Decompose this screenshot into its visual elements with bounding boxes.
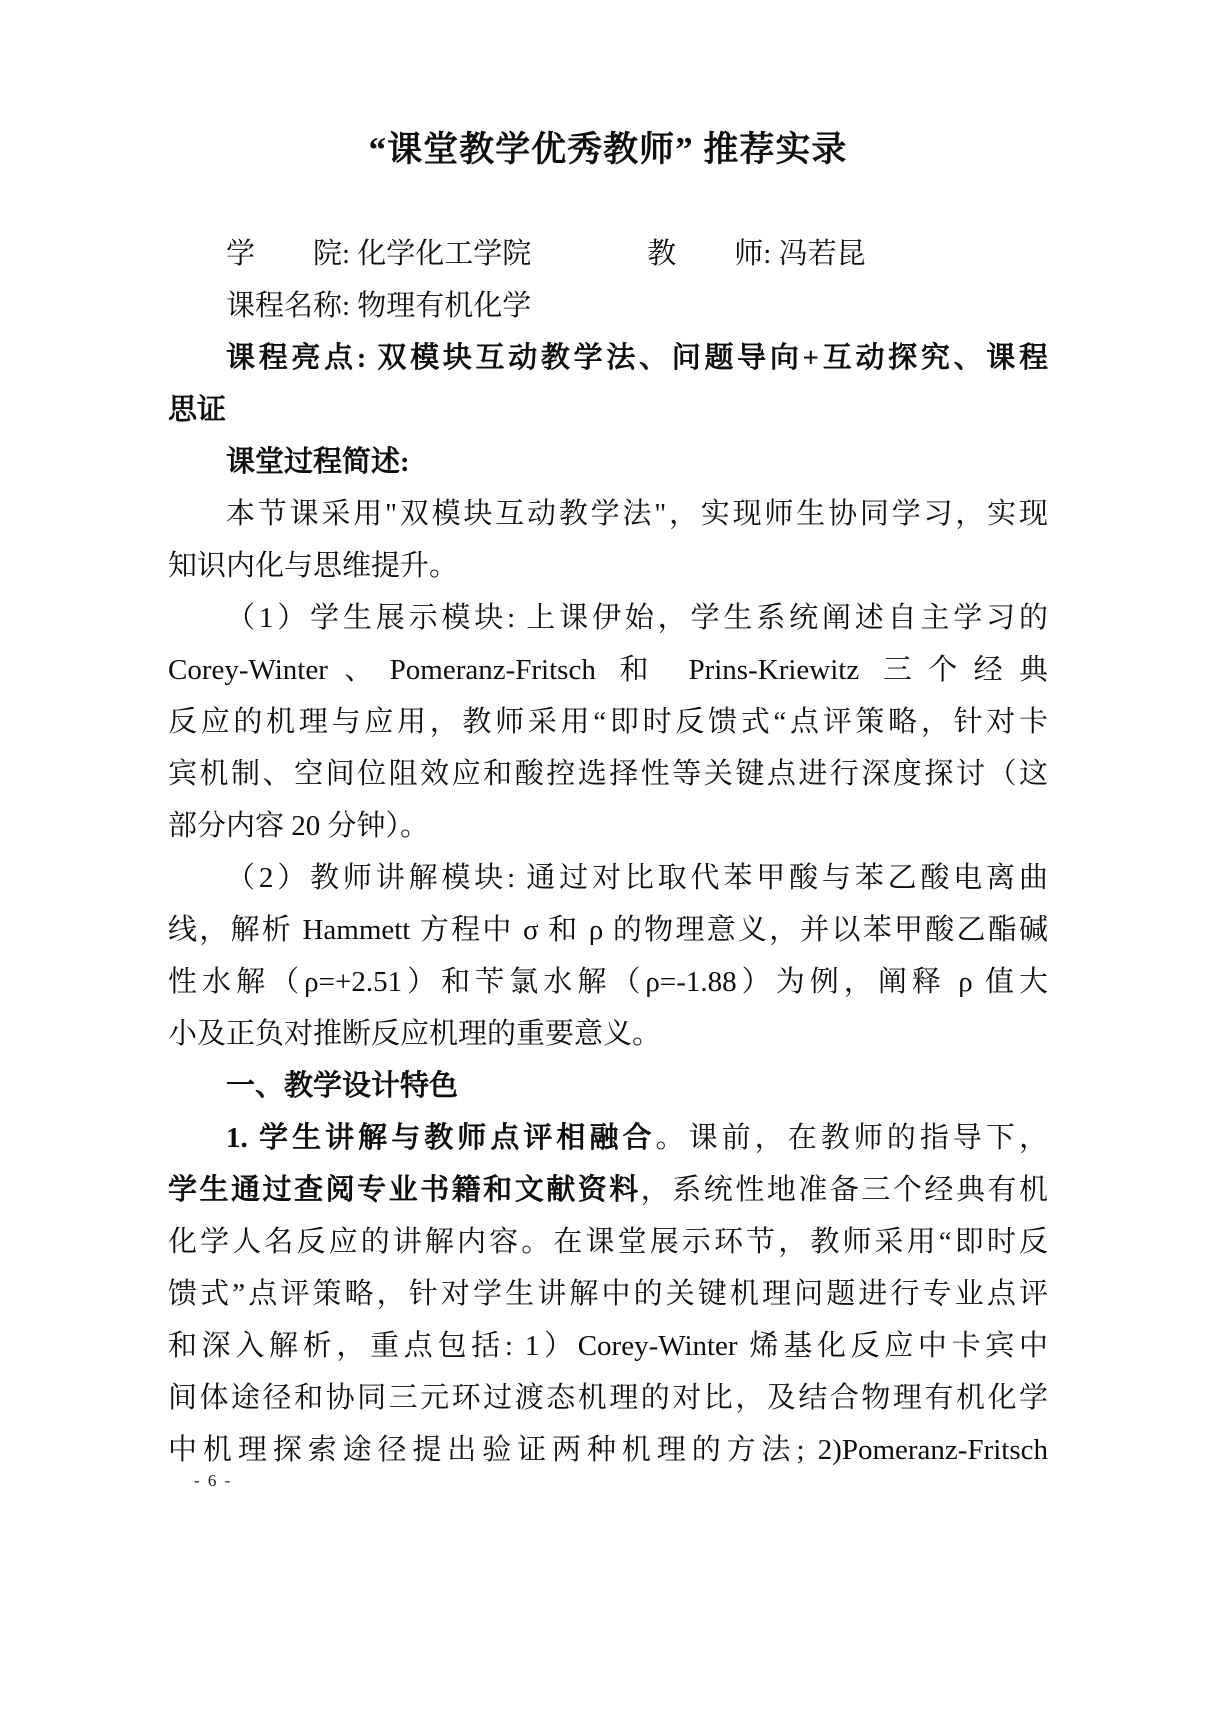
text-segment: 反应的机理与应用，教师采用“即时反馈式“点评策略，针对卡 xyxy=(168,706,1048,738)
text-line xyxy=(168,540,1048,592)
text-line xyxy=(168,332,1048,384)
text-segment: 1. 学生讲解与教师点评相融合 xyxy=(226,1122,656,1154)
text-line xyxy=(168,852,1048,904)
text-segment: 宾机制、空间位阻效应和酸控选择性等关键点进行深度探讨（这 xyxy=(168,758,1048,790)
text-segment: 本节课采用"双模块互动教学法"，实现师生协同学习，实现 xyxy=(226,498,1048,530)
text-segment: 和深入解析，重点包括: 1）Corey-Winter 烯基化反应中卡宾中 xyxy=(168,1330,1048,1362)
text-line xyxy=(168,1216,1048,1268)
text-segment: 学 院: 化学化工学院 教 师: 冯若昆 xyxy=(226,238,866,270)
text-segment: 中机理探索途径提出验证两种机理的方法; 2)Pomeranz-Fritsch xyxy=(168,1434,1048,1466)
text-line xyxy=(168,488,1048,540)
text-line xyxy=(168,228,1048,280)
document-body xyxy=(168,228,1048,1476)
text-segment: 课程名称: 物理有机化学 xyxy=(226,290,532,322)
text-segment: Corey-Winter、Pomeranz-Fritsch 和 Prins-Kriewitz 三个经典 xyxy=(168,654,1048,686)
text-segment: ，系统性地准备三个经典有机 xyxy=(640,1174,1048,1206)
text-line xyxy=(168,1372,1048,1424)
document-title: “课堂教学优秀教师” 推荐实录 xyxy=(368,130,848,169)
text-segment: （2）教师讲解模块: 通过对比取代苯甲酸与苯乙酸电离曲 xyxy=(226,862,1048,894)
text-segment: 知识内化与思维提升。 xyxy=(168,550,459,582)
text-line xyxy=(168,1164,1048,1216)
text-line xyxy=(168,904,1048,956)
text-line xyxy=(168,1320,1048,1372)
text-segment: 部分内容 20 分钟）。 xyxy=(168,810,430,842)
text-segment: 。课前，在教师的指导下， xyxy=(655,1122,1048,1154)
text-segment: 课程亮点: 双模块互动教学法、问题导向+互动探究、课程 xyxy=(226,342,1048,374)
text-segment: 性水解（ρ=+2.51）和苄氯水解（ρ=-1.88）为例，阐释 ρ 值大 xyxy=(168,966,1048,998)
text-line xyxy=(168,748,1048,800)
text-segment: 小及正负对推断反应机理的重要意义。 xyxy=(168,1018,662,1050)
text-segment: 思证 xyxy=(168,394,227,426)
text-segment: 学生通过查阅专业书籍和文献资料 xyxy=(168,1174,641,1206)
text-line xyxy=(168,800,1048,852)
text-line xyxy=(168,1424,1048,1476)
text-segment: 间体途径和协同三元环过渡态机理的对比，及结合物理有机化学 xyxy=(168,1382,1048,1414)
text-segment: 化学人名反应的讲解内容。在课堂展示环节，教师采用“即时反 xyxy=(168,1226,1048,1258)
text-line xyxy=(168,1268,1048,1320)
text-line xyxy=(168,644,1048,696)
text-segment: 线，解析 Hammett 方程中 σ 和 ρ 的物理意义，并以苯甲酸乙酯碱 xyxy=(168,914,1048,946)
text-segment: 馈式”点评策略，针对学生讲解中的关键机理问题进行专业点评 xyxy=(168,1278,1048,1310)
text-line xyxy=(168,1112,1048,1164)
text-line xyxy=(168,696,1048,748)
text-line xyxy=(168,956,1048,1008)
page-number: - 6 - xyxy=(194,1471,233,1490)
text-segment: 课堂过程简述: xyxy=(226,446,410,478)
text-line xyxy=(168,280,1048,332)
text-segment: （1）学生展示模块: 上课伊始，学生系统阐述自主学习的 xyxy=(226,602,1048,634)
text-line xyxy=(168,1060,1048,1112)
text-line xyxy=(168,436,1048,488)
text-line xyxy=(168,384,1048,436)
text-line xyxy=(168,1008,1048,1060)
text-line xyxy=(168,592,1048,644)
text-segment: 一、教学设计特色 xyxy=(226,1070,459,1102)
